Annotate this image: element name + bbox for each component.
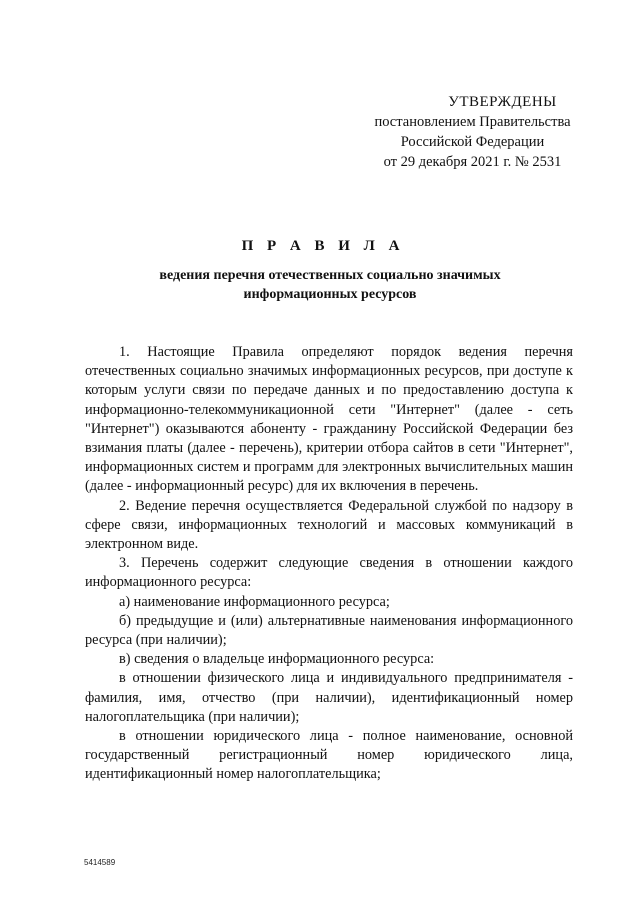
subtitle-line-2: информационных ресурсов bbox=[243, 287, 417, 302]
subtitle-line-1: ведения перечня отечественных социально значимых bbox=[159, 268, 501, 283]
approval-line-1: постановлением Правительства bbox=[374, 114, 571, 130]
approval-block bbox=[360, 92, 585, 172]
paragraph-3b: б) предыдущие и (или) альтернативные наименования информационного ресурса (при наличии); bbox=[85, 612, 573, 649]
paragraph-3a: а) наименование информационного ресурса; bbox=[119, 593, 390, 610]
paragraph-3c-legal: в отношении юридического лица - полное наименование, основной государственный регистрационный номер юридического лица, идентификационный номер налогоплательщика; bbox=[85, 728, 573, 783]
paragraph-1: 1. Настоящие Правила определяют порядок ведения перечня отечественных социально значимых информационных ресурсов, при доступе к которым услуги связи по передаче данных и по предоставлению доступа к информационно-телекоммуникационной сети "Интернет" (далее - сеть "Интернет") оказываются абоненту - гражданину Российской Федерации без взимания платы (далее - перечень), критерии отбора сайтов в сети "Интернет", информационных систем и программ для электронных вычислительных машин (далее - информационный ресурс) для их включения в перечень. bbox=[85, 344, 573, 495]
document-body bbox=[85, 343, 573, 785]
document-title: П Р А В И Л А bbox=[241, 238, 405, 254]
footer-document-code: 5414589 bbox=[84, 858, 116, 867]
approval-line-2: Российской Федерации bbox=[400, 134, 545, 150]
paragraph-2: 2. Ведение перечня осуществляется Федеральной службой по надзору в сфере связи, информационных технологий и массовых коммуникаций в электронном виде. bbox=[85, 497, 573, 553]
approval-line-3: от 29 декабря 2021 г. № 2531 bbox=[383, 154, 562, 170]
paragraph-3c: в) сведения о владельце информационного ресурса: bbox=[119, 651, 435, 668]
approval-title: УТВЕРЖДЕНЫ bbox=[448, 94, 557, 110]
paragraph-3c-individual: в отношении физического лица и индивидуального предпринимателя - фамилия, имя, отчество (при наличии), идентификационный номер налогоплательщика (при наличии); bbox=[85, 670, 573, 725]
document-subtitle bbox=[120, 266, 540, 304]
paragraph-3: 3. Перечень содержит следующие сведения в отношении каждого информационного ресурса: bbox=[85, 555, 573, 591]
